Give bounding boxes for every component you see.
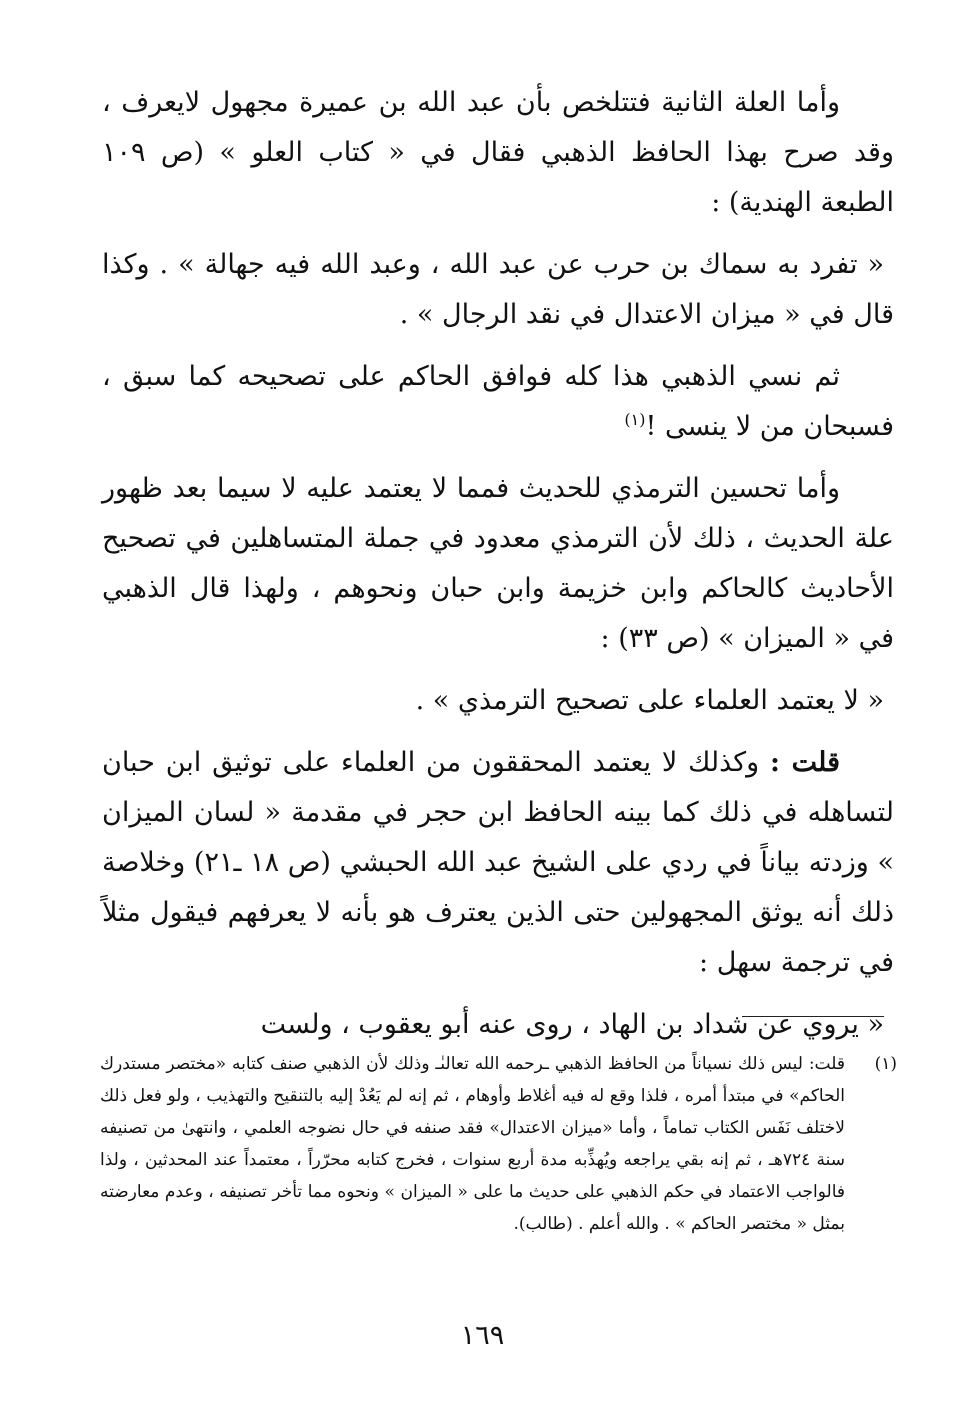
footnote-text: قلت: ليس ذلك نسياناً من الحافظ الذهبي ـرحمه الله تعالىٰـ وذلك لأن الذهبي صنف كتابه «مختصر مستدرك الحاكم» في مبتدأ أمره ، فلذا وقع له فيه أغلاط وأوهام ، ثم إنه لم يَعُدْ إليه بالتنقيح والتهذيب ، ولو فعل ذلك لاختلف نَفَس الكتاب تماماً ، وأما «ميزان الاعتدال» فقد صنفه في حال نضوجه العلمي ، وانتهىٰ من تصنيفه سنة ٧٢٤هـ ، ثم إنه بقي يراجعه ويُهذِّبه مدة أربع سنوات ، فخرج كتابه محرّراً ، معتمداً عند المحدثين ، ولذا فالواجب الاعتماد في حكم الذهبي على حديث ما على « الميزان » ونحوه مما تأخر تصنيفه ، وعدم معارضته بمثل « مختصر الحاكم » . والله أعلم . (طالب). <box>100 1054 845 1234</box>
paragraph-1 <box>102 78 894 228</box>
paragraph-6-lead: قلت : <box>770 747 840 778</box>
footnote <box>100 1048 897 1240</box>
paragraph-2-quote <box>102 240 894 340</box>
paragraph-5-text: « لا يعتمد العلماء على تصحيح الترمذي » . <box>415 685 884 716</box>
main-text-body <box>102 78 894 1062</box>
paragraph-7-text: « يروي عن شداد بن الهاد ، روى عنه أبو يعقوب ، ولست <box>260 1009 884 1040</box>
paragraph-6 <box>102 738 894 988</box>
footnote-separator <box>742 1016 884 1017</box>
footnote-marker: (١) <box>874 1054 897 1074</box>
paragraph-3-text: ثم نسي الذهبي هذا كله فوافق الحاكم على تصحيحه كما سبق ، فسبحان من لا ينسى ! <box>102 361 894 442</box>
paragraph-5-quote <box>102 676 894 726</box>
paragraph-1-text: وأما العلة الثانية فتتلخص بأن عبد الله بن عميرة مجهول لايعرف ، وقد صرح بهذا الحافظ الذهبي فقال في « كتاب العلو » (ص ١٠٩ الطبعة الهندية) : <box>102 87 894 218</box>
paragraph-4 <box>102 464 894 664</box>
footnote-reference[interactable]: (١) <box>624 410 646 429</box>
paragraph-7-quote <box>102 1000 894 1050</box>
paragraph-2-text: « تفرد به سماك بن حرب عن عبد الله ، وعبد الله فيه جهالة » . وكذا قال في « ميزان الاعتدال في نقد الرجال » . <box>102 249 894 330</box>
page-number: ١٦٩ <box>460 1320 505 1351</box>
paragraph-6-text: وكذلك لا يعتمد المحققون من العلماء على توثيق ابن حبان لتساهله في ذلك كما بينه الحافظ ابن حجر في مقدمة « لسان الميزان » وزدته بياناً في ردي على الشيخ عبد الله الحبشي (ص ١٨ ـ٢١) وخلاصة ذلك أنه يوثق المجهولين حتى الذين يعترف هو بأنه لا يعرفهم فيقول مثلاً في ترجمة سهل : <box>102 747 895 978</box>
paragraph-3 <box>102 352 894 452</box>
paragraph-4-text: وأما تحسين الترمذي للحديث فمما لا يعتمد عليه لا سيما بعد ظهور علة الحديث ، ذلك لأن الترمذي معدود في جملة المتساهلين في تصحيح الأحاديث كالحاكم وابن خزيمة وابن حبان ونحوهم ، ولهذا قال الذهبي في « الميزان » (ص ٣٣) : <box>102 473 894 654</box>
